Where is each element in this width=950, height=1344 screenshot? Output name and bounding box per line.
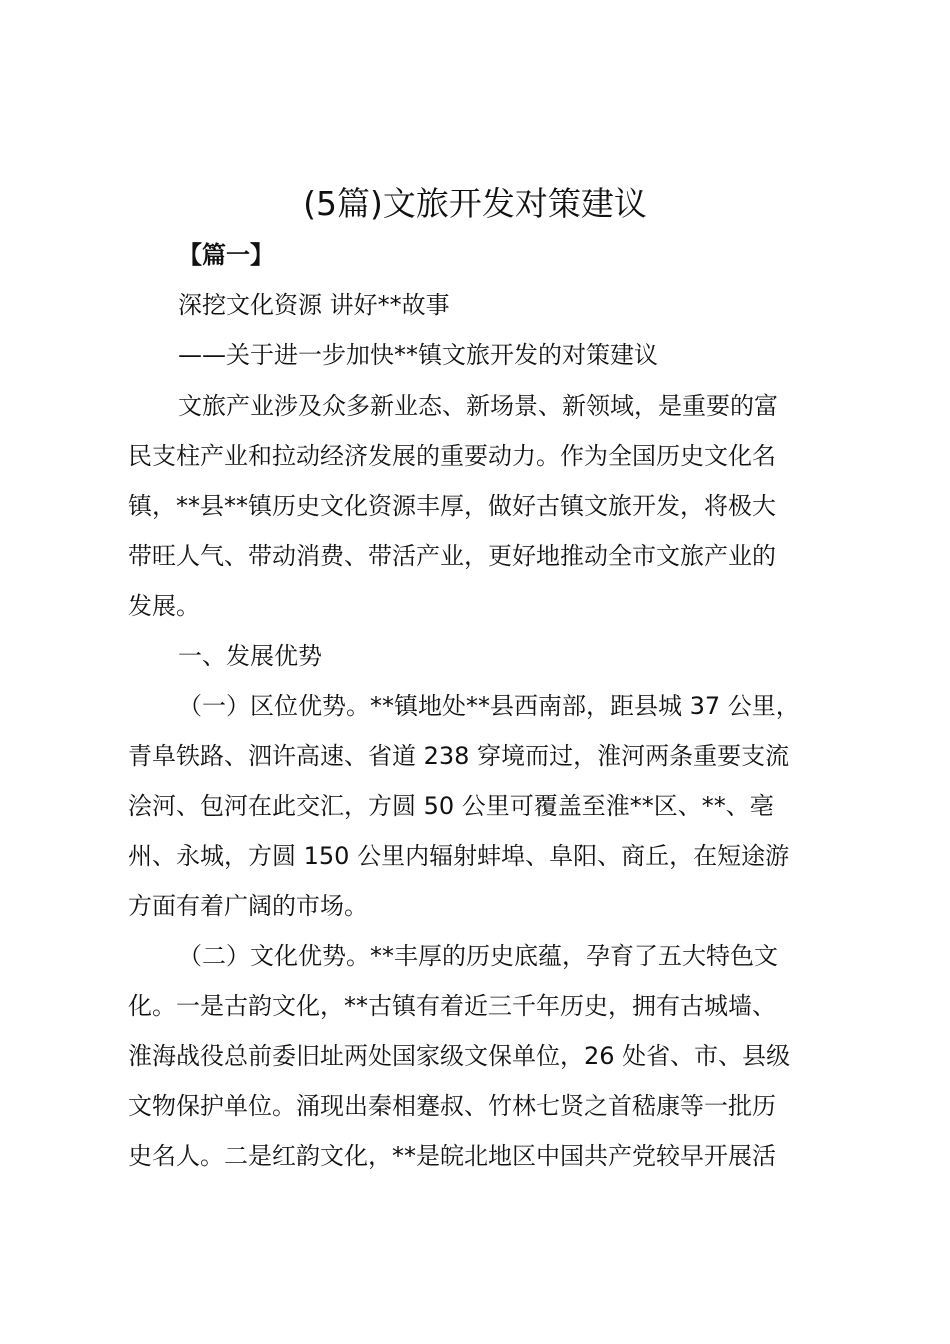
paragraph-line: 淮海战役总前委旧址两处国家级文保单位，26 处省、市、县级: [128, 1042, 791, 1070]
paragraph-line: （一）区位优势。**镇地处**县西南部，距县城 37 公里，: [178, 692, 800, 720]
paragraph-line: 化。一是古韵文化，**古镇有着近三千年历史，拥有古城墙、: [128, 992, 776, 1020]
paragraph-line: 文物保护单位。涌现出秦相蹇叔、竹林七贤之首嵇康等一批历: [128, 1092, 776, 1120]
paragraph-line: 民支柱产业和拉动经济发展的重要动力。作为全国历史文化名: [128, 442, 776, 470]
paragraph-line: 带旺人气、带动消费、带活产业，更好地推动全市文旅产业的: [128, 542, 776, 570]
section-heading-part-one: 【篇一】: [178, 241, 274, 269]
paragraph-line: 青阜铁路、泗许高速、省道 238 穿境而过，淮河两条重要支流: [128, 742, 790, 770]
article-subtitle: ——关于进一步加快**镇文旅开发的对策建议: [178, 341, 658, 369]
document-title: (5篇)文旅开发对策建议: [303, 184, 647, 223]
paragraph-line: （二）文化优势。**丰厚的历史底蕴，孕育了五大特色文: [178, 942, 778, 970]
section-heading: 一、发展优势: [178, 642, 322, 670]
paragraph-line: 州、永城，方圆 150 公里内辐射蚌埠、阜阳、商丘，在短途游: [128, 842, 790, 870]
paragraph-line: 浍河、包河在此交汇，方圆 50 公里可覆盖至淮**区、**、亳: [128, 792, 774, 820]
paragraph-line: 发展。: [128, 592, 200, 620]
paragraph-line: 方面有着广阔的市场。: [128, 892, 368, 920]
paragraph-line: 镇，**县**镇历史文化资源丰厚，做好古镇文旅开发，将极大: [128, 492, 776, 520]
article-title: 深挖文化资源 讲好**故事: [178, 291, 450, 319]
paragraph-line: 文旅产业涉及众多新业态、新场景、新领域，是重要的富: [178, 392, 778, 420]
paragraph-line: 史名人。二是红韵文化，**是皖北地区中国共产党较早开展活: [128, 1142, 776, 1170]
